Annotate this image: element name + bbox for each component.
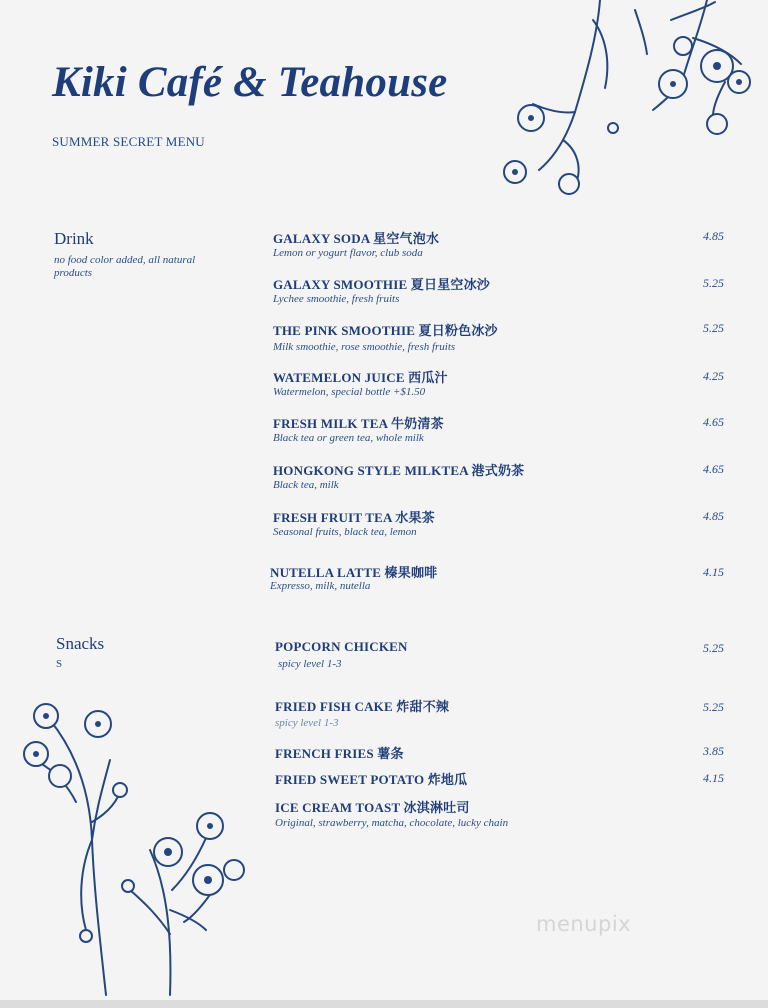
section-title-drink: Drink (54, 229, 94, 248)
section-title-snacks: Snacks (56, 634, 105, 653)
section-note-drink: no food color added, all natural products (54, 254, 196, 279)
menu-item-price: 4.65 (703, 415, 724, 429)
menu-item-desc: Black tea, milk (273, 479, 339, 491)
menu-item-name: FRIED SWEET POTATO 炸地瓜 (275, 772, 468, 787)
top-flower-illustration (495, 0, 768, 210)
menu-item-desc: Milk smoothie, rose smoothie, fresh fruits (273, 341, 456, 353)
menu-item-name: THE PINK SMOOTHIE 夏日粉色冰沙 (273, 323, 498, 338)
menu-item-desc: spicy level 1-3 (275, 717, 339, 729)
menu-item-price: 4.85 (703, 509, 724, 523)
menu-item-desc: Seasonal fruits, black tea, lemon (273, 526, 417, 538)
section-note-snacks: S (56, 658, 63, 670)
menu-item-price: 4.65 (703, 462, 724, 476)
menu-item-desc: Expresso, milk, nutella (270, 580, 371, 592)
menu-item-price: 4.85 (703, 229, 724, 243)
menu-item-desc: Black tea or green tea, whole milk (273, 432, 424, 444)
page-bottom-edge (0, 1000, 768, 1008)
page-title: Kiki Café & Teahouse (52, 59, 448, 106)
menu-item-desc: Watermelon, special bottle +$1.50 (273, 386, 426, 398)
menu-item-name: FRIED FISH CAKE 炸甜不辣 (275, 699, 450, 714)
menu-item-desc: Lychee smoothie, fresh fruits (273, 293, 400, 305)
menu-item-price: 5.25 (703, 641, 724, 655)
bottom-flower-illustration (20, 690, 260, 1002)
menu-subtitle: SUMMER SECRET MENU (52, 134, 205, 149)
menu-item-price: 5.25 (703, 321, 724, 335)
menu-item-desc: Original, strawberry, matcha, chocolate, lucky chain (275, 817, 509, 829)
menu-item-name: GALAXY SODA 星空气泡水 (273, 231, 440, 246)
menu-item-name: NUTELLA LATTE 榛果咖啡 (270, 565, 438, 580)
menu-item-desc: Lemon or yogurt flavor, club soda (273, 247, 423, 259)
menu-item-name: GALAXY SMOOTHIE 夏日星空冰沙 (273, 277, 490, 292)
menu-item-name: FRENCH FRIES 薯条 (275, 746, 404, 761)
menu-item-name: ICE CREAM TOAST 冰淇淋吐司 (275, 800, 470, 815)
watermark: menupix (536, 912, 632, 936)
menu-item-name: FRESH MILK TEA 牛奶清茶 (273, 416, 444, 431)
menu-item-price: 3.85 (703, 744, 724, 758)
menu-item-name: HONGKONG STYLE MILKTEA 港式奶茶 (273, 463, 525, 478)
menu-item-price: 5.25 (703, 700, 724, 714)
menu-item-desc: spicy level 1-3 (278, 658, 342, 670)
menu-item-name: FRESH FRUIT TEA 水果茶 (273, 510, 435, 525)
menu-item-price: 4.25 (703, 369, 724, 383)
menu-item-price: 4.15 (703, 771, 724, 785)
menu-item-price: 5.25 (703, 276, 724, 290)
menu-item-price: 4.15 (703, 565, 724, 579)
menu-item-name: WATEMELON JUICE 西瓜汁 (273, 370, 448, 385)
menu-item-name: POPCORN CHICKEN (275, 639, 408, 654)
